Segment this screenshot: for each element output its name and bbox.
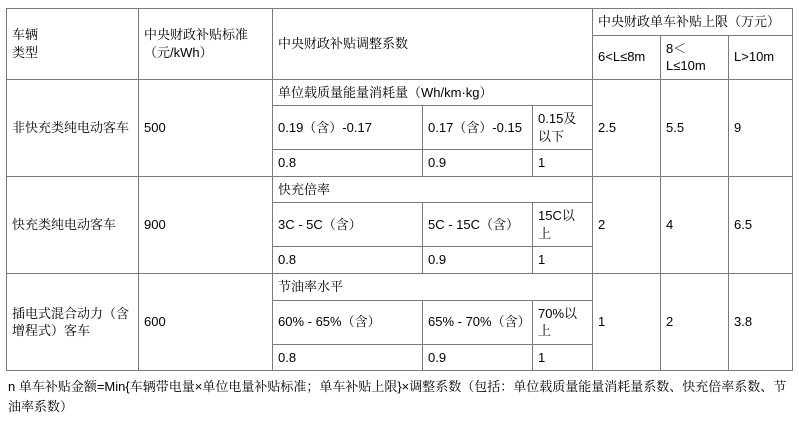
vehicle-type-3: 插电式混合动力（含增程式）客车 <box>7 274 139 371</box>
coef-value-1-b: 0.9 <box>423 150 533 177</box>
coef-range-3-a: 60% - 65%（含） <box>273 300 423 344</box>
cap-1-8-10: 5.5 <box>661 79 729 176</box>
table-row <box>7 79 793 106</box>
coef-title-3: 节油率水平 <box>273 274 593 301</box>
coef-value-3-a: 0.8 <box>273 344 423 371</box>
coef-value-2-c: 1 <box>533 247 593 274</box>
coef-title-1: 单位载质量能量消耗量（Wh/km·kg） <box>273 79 593 106</box>
coef-range-1-c: 0.15及以下 <box>533 106 593 150</box>
standard-3: 600 <box>139 274 273 371</box>
header-cap-8-10: 8＜L≤10m <box>661 35 729 79</box>
coef-range-2-a: 3C - 5C（含） <box>273 203 423 247</box>
header-vehicle-type: 车辆 类型 <box>7 9 139 80</box>
cap-2-gt-10: 6.5 <box>729 176 793 273</box>
coef-title-2: 快充倍率 <box>273 176 593 203</box>
subsidy-table <box>6 8 793 371</box>
standard-2: 900 <box>139 176 273 273</box>
cap-3-6-8: 1 <box>593 274 661 371</box>
cap-3-gt-10: 3.8 <box>729 274 793 371</box>
table-row <box>7 274 793 301</box>
header-standard: 中央财政补贴标准 （元/kWh） <box>139 9 273 80</box>
coef-value-3-c: 1 <box>533 344 593 371</box>
coef-value-1-c: 1 <box>533 150 593 177</box>
coef-range-2-c: 15C以上 <box>533 203 593 247</box>
header-coefficient: 中央财政补贴调整系数 <box>273 9 593 80</box>
table-row <box>7 176 793 203</box>
coef-range-3-b: 65% - 70%（含） <box>423 300 533 344</box>
vehicle-type-2: 快充类纯电动客车 <box>7 176 139 273</box>
header-cap-6-8: 6<L≤8m <box>593 35 661 79</box>
coef-value-2-b: 0.9 <box>423 247 533 274</box>
coef-value-3-b: 0.9 <box>423 344 533 371</box>
vehicle-type-1: 非快充类纯电动客车 <box>7 79 139 176</box>
cap-1-gt-10: 9 <box>729 79 793 176</box>
cap-3-8-10: 2 <box>661 274 729 371</box>
cap-2-6-8: 2 <box>593 176 661 273</box>
footnote: n 单车补贴金额=Min{车辆带电量×单位电量补贴标准；单车补贴上限}×调整系数（包括：单位载质量能量消耗量系数、快充倍率系数、节油率系数） <box>8 379 787 414</box>
cap-2-8-10: 4 <box>661 176 729 273</box>
header-cap-group: 中央财政单车补贴上限（万元） <box>593 9 793 36</box>
coef-value-2-a: 0.8 <box>273 247 423 274</box>
header-cap-gt-10: L>10m <box>729 35 793 79</box>
cap-1-6-8: 2.5 <box>593 79 661 176</box>
table-header-row-1 <box>7 9 793 36</box>
coef-range-1-b: 0.17（含）-0.15 <box>423 106 533 150</box>
coef-value-1-a: 0.8 <box>273 150 423 177</box>
coef-range-1-a: 0.19（含）-0.17 <box>273 106 423 150</box>
coef-range-2-b: 5C - 15C（含） <box>423 203 533 247</box>
coef-range-3-c: 70%以上 <box>533 300 593 344</box>
standard-1: 500 <box>139 79 273 176</box>
